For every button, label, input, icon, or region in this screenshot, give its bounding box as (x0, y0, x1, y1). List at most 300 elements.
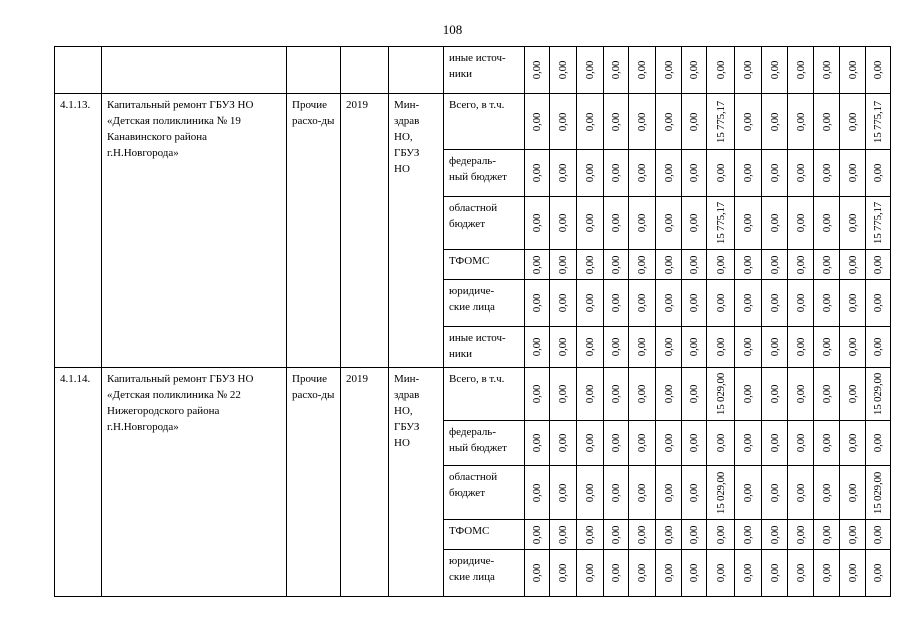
expense-type: Прочие расхо-ды (287, 368, 341, 597)
value-text: 0,00 (820, 213, 833, 233)
value-text: 0,00 (794, 563, 807, 583)
value-text: 0,00 (557, 255, 569, 274)
value-cell (866, 327, 891, 368)
value-cell (604, 466, 629, 520)
value-text: 0,00 (610, 525, 622, 544)
value-cell (788, 327, 814, 368)
value-cell (656, 466, 682, 520)
value-text: 0,00 (872, 337, 884, 357)
value-text: 0,00 (846, 337, 859, 357)
value-cell (707, 47, 735, 94)
value-text: 0,00 (794, 255, 807, 274)
value-cell (629, 520, 656, 550)
value-cell (604, 421, 629, 466)
value-text: 0,00 (584, 255, 596, 274)
value-text: 0,00 (768, 60, 781, 80)
value-cell (814, 47, 840, 94)
value-text: 0,00 (610, 293, 622, 313)
value-text: 0,00 (636, 563, 648, 583)
value-text: 0,00 (794, 213, 807, 233)
value-text: 0,00 (794, 337, 807, 357)
expense-type: Прочие расхо-ды (287, 94, 341, 368)
value-cell (762, 368, 788, 421)
value-text: 0,00 (557, 60, 569, 80)
value-text: 0,00 (794, 483, 807, 502)
value-cell (814, 550, 840, 597)
value-cell (604, 94, 629, 150)
value-text: 0,00 (714, 337, 727, 357)
value-cell (840, 466, 866, 520)
value-text: 0,00 (557, 293, 569, 313)
value-text: 0,00 (688, 293, 700, 313)
value-text: 0,00 (872, 563, 884, 583)
value-cell (604, 520, 629, 550)
value-text: 0,00 (636, 293, 648, 313)
value-text: 0,00 (794, 163, 807, 183)
value-cell (682, 368, 707, 421)
value-text: 0,00 (610, 112, 622, 131)
value-text: 0,00 (557, 384, 569, 404)
value-text: 0,00 (768, 337, 781, 357)
value-text: 0,00 (662, 563, 675, 583)
value-cell (840, 520, 866, 550)
value-text: 0,00 (768, 483, 781, 502)
value-cell (735, 421, 762, 466)
value-cell (682, 327, 707, 368)
value-cell (577, 150, 604, 197)
value-cell (604, 280, 629, 327)
value-text: 0,00 (768, 384, 781, 404)
value-text: 0,00 (531, 293, 543, 313)
funding-source: Всего, в т.ч. (444, 368, 525, 421)
value-text: 0,00 (636, 112, 648, 131)
executor (389, 47, 444, 94)
value-cell (762, 550, 788, 597)
value-cell (762, 94, 788, 150)
value-cell (814, 150, 840, 197)
value-text: 0,00 (531, 213, 543, 233)
value-text: 0,00 (610, 255, 622, 274)
value-text: 0,00 (742, 563, 754, 583)
value-text: 0,00 (846, 112, 859, 131)
value-cell (656, 421, 682, 466)
value-cell (604, 327, 629, 368)
value-cell (762, 327, 788, 368)
value-text: 0,00 (742, 60, 754, 80)
value-text: 0,00 (557, 337, 569, 357)
value-text: 0,00 (636, 433, 648, 453)
value-cell (814, 368, 840, 421)
value-cell (814, 250, 840, 280)
value-cell (707, 466, 735, 520)
funding-source: юридиче- ские лица (444, 550, 525, 597)
value-text: 0,00 (662, 483, 675, 502)
value-cell (707, 550, 735, 597)
value-cell (629, 280, 656, 327)
value-text: 0,00 (742, 213, 754, 233)
value-cell (735, 327, 762, 368)
value-cell (629, 197, 656, 250)
value-cell (550, 520, 577, 550)
funding-source: ТФОМС (444, 520, 525, 550)
value-cell (656, 327, 682, 368)
value-text: 0,00 (531, 163, 543, 183)
value-cell (525, 466, 550, 520)
value-cell (762, 197, 788, 250)
value-cell (550, 327, 577, 368)
value-cell (762, 150, 788, 197)
value-cell (788, 150, 814, 197)
funding-source: иные источ- ники (444, 327, 525, 368)
value-cell (788, 250, 814, 280)
value-cell (788, 94, 814, 150)
value-cell (814, 197, 840, 250)
value-cell (840, 368, 866, 421)
value-cell (577, 280, 604, 327)
value-cell (866, 250, 891, 280)
value-cell (866, 550, 891, 597)
year (341, 47, 389, 94)
value-text: 0,00 (584, 563, 596, 583)
value-cell (814, 466, 840, 520)
value-cell (525, 280, 550, 327)
value-cell (682, 421, 707, 466)
value-cell (866, 47, 891, 94)
value-cell (577, 250, 604, 280)
value-cell (840, 94, 866, 150)
value-text: 15 775,17 (714, 100, 727, 143)
value-text: 0,00 (742, 384, 754, 404)
value-text: 0,00 (688, 337, 700, 357)
value-cell (840, 47, 866, 94)
value-cell (577, 47, 604, 94)
value-text: 0,00 (636, 483, 648, 502)
value-text: 15 029,00 (714, 471, 727, 514)
value-text: 0,00 (610, 163, 622, 183)
value-text: 0,00 (820, 163, 833, 183)
value-text: 0,00 (531, 563, 543, 583)
value-cell (814, 280, 840, 327)
value-cell (656, 197, 682, 250)
value-text: 0,00 (820, 293, 833, 313)
funding-source: ТФОМС (444, 250, 525, 280)
value-cell (629, 47, 656, 94)
funding-source: юридиче- ские лица (444, 280, 525, 327)
value-cell (656, 520, 682, 550)
value-text: 0,00 (557, 525, 569, 544)
value-cell (656, 550, 682, 597)
value-text: 0,00 (820, 384, 833, 404)
value-text: 0,00 (714, 563, 727, 583)
value-cell (577, 466, 604, 520)
value-cell (735, 368, 762, 421)
value-text: 0,00 (742, 483, 754, 502)
value-text: 0,00 (820, 525, 833, 544)
value-text: 0,00 (846, 525, 859, 544)
value-text: 0,00 (688, 60, 700, 80)
value-text: 0,00 (610, 337, 622, 357)
value-text: 0,00 (872, 433, 884, 453)
value-cell (525, 550, 550, 597)
value-cell (707, 150, 735, 197)
value-text: 0,00 (584, 433, 596, 453)
value-text: 0,00 (531, 337, 543, 357)
value-text: 0,00 (872, 525, 884, 544)
value-cell (525, 421, 550, 466)
value-cell (525, 368, 550, 421)
value-text: 0,00 (768, 525, 781, 544)
value-cell (682, 466, 707, 520)
value-cell (550, 466, 577, 520)
value-text: 0,00 (768, 112, 781, 131)
value-text: 0,00 (714, 60, 727, 80)
value-text: 0,00 (610, 213, 622, 233)
value-cell (707, 421, 735, 466)
item-code: 4.1.14. (55, 368, 102, 597)
value-text: 0,00 (820, 337, 833, 357)
value-cell (550, 150, 577, 197)
item-name: Капитальный ремонт ГБУЗ НО «Детская поликлиника № 22 Нижегородского района г.Н.Новгорода» (102, 368, 287, 597)
value-text: 0,00 (714, 255, 727, 274)
value-text: 0,00 (636, 60, 648, 80)
value-text: 0,00 (742, 255, 754, 274)
value-text: 0,00 (584, 112, 596, 131)
value-text: 0,00 (662, 525, 675, 544)
funding-source: иные источ- ники (444, 47, 525, 94)
value-cell (762, 280, 788, 327)
value-cell (525, 47, 550, 94)
value-text: 0,00 (846, 384, 859, 404)
value-text: 0,00 (557, 563, 569, 583)
expense-type (287, 47, 341, 94)
value-cell (629, 327, 656, 368)
value-text: 0,00 (662, 213, 675, 233)
value-text: 0,00 (742, 163, 754, 183)
value-text: 0,00 (636, 255, 648, 274)
value-text: 0,00 (846, 483, 859, 502)
value-cell (682, 197, 707, 250)
value-text: 0,00 (714, 163, 727, 183)
value-cell (788, 520, 814, 550)
value-text: 0,00 (610, 384, 622, 404)
value-cell (866, 197, 891, 250)
value-cell (682, 520, 707, 550)
value-cell (735, 250, 762, 280)
value-text: 0,00 (768, 563, 781, 583)
value-cell (604, 550, 629, 597)
value-text: 0,00 (688, 483, 700, 502)
value-text: 0,00 (557, 163, 569, 183)
value-cell (735, 280, 762, 327)
value-text: 0,00 (872, 60, 884, 80)
value-text: 0,00 (714, 293, 727, 313)
value-text: 0,00 (688, 112, 700, 131)
value-cell (814, 520, 840, 550)
value-cell (577, 550, 604, 597)
value-cell (814, 327, 840, 368)
value-cell (788, 47, 814, 94)
value-text: 0,00 (794, 293, 807, 313)
value-text: 0,00 (584, 213, 596, 233)
value-cell (525, 250, 550, 280)
value-text: 0,00 (794, 433, 807, 453)
value-cell (735, 197, 762, 250)
funding-source: федераль- ный бюджет (444, 421, 525, 466)
value-text: 0,00 (636, 384, 648, 404)
value-text: 0,00 (584, 337, 596, 357)
value-text: 15 029,00 (714, 372, 727, 416)
value-cell (525, 327, 550, 368)
value-cell (866, 280, 891, 327)
executor: Мин-здрав НО, ГБУЗ НО (389, 94, 444, 368)
table-row (55, 94, 891, 150)
value-text: 0,00 (768, 163, 781, 183)
value-text: 0,00 (846, 563, 859, 583)
value-cell (656, 94, 682, 150)
value-text: 0,00 (688, 525, 700, 544)
value-text: 0,00 (531, 60, 543, 80)
value-cell (735, 466, 762, 520)
value-text: 0,00 (688, 433, 700, 453)
value-text: 0,00 (636, 525, 648, 544)
value-text: 0,00 (531, 433, 543, 453)
value-text: 0,00 (557, 213, 569, 233)
value-cell (577, 368, 604, 421)
value-text: 0,00 (794, 525, 807, 544)
budget-table (54, 46, 891, 597)
value-text: 0,00 (794, 112, 807, 131)
value-cell (577, 327, 604, 368)
value-cell (525, 520, 550, 550)
value-text: 0,00 (610, 563, 622, 583)
value-cell (525, 94, 550, 150)
value-cell (840, 197, 866, 250)
value-cell (707, 327, 735, 368)
value-cell (840, 280, 866, 327)
funding-source: областной бюджет (444, 466, 525, 520)
value-cell (814, 421, 840, 466)
table-row (55, 368, 891, 421)
value-cell (762, 421, 788, 466)
value-text: 0,00 (662, 337, 675, 357)
value-cell (577, 197, 604, 250)
value-text: 15 775,17 (714, 201, 727, 245)
value-text: 0,00 (742, 112, 754, 131)
value-cell (629, 421, 656, 466)
value-cell (788, 368, 814, 421)
value-cell (682, 250, 707, 280)
value-cell (604, 150, 629, 197)
value-text: 0,00 (662, 255, 675, 274)
value-cell (629, 150, 656, 197)
value-text: 0,00 (636, 213, 648, 233)
value-text: 0,00 (820, 433, 833, 453)
value-cell (840, 421, 866, 466)
value-text: 0,00 (742, 337, 754, 357)
value-text: 0,00 (610, 433, 622, 453)
value-cell (577, 421, 604, 466)
funding-source: Всего, в т.ч. (444, 94, 525, 150)
value-cell (866, 150, 891, 197)
value-text: 0,00 (820, 112, 833, 131)
value-cell (525, 150, 550, 197)
value-cell (682, 150, 707, 197)
value-cell (604, 368, 629, 421)
value-cell (814, 94, 840, 150)
value-text: 0,00 (584, 525, 596, 544)
value-cell (577, 520, 604, 550)
value-cell (707, 520, 735, 550)
value-text: 0,00 (610, 483, 622, 502)
value-text: 0,00 (846, 163, 859, 183)
value-cell (866, 368, 891, 421)
value-text: 0,00 (846, 433, 859, 453)
value-cell (682, 94, 707, 150)
item-name (102, 47, 287, 94)
value-cell (788, 421, 814, 466)
value-text: 0,00 (714, 525, 727, 544)
value-text: 0,00 (794, 384, 807, 404)
value-text: 0,00 (742, 433, 754, 453)
value-text: 0,00 (742, 293, 754, 313)
value-cell (682, 47, 707, 94)
value-cell (762, 250, 788, 280)
value-text: 0,00 (531, 255, 543, 274)
value-cell (788, 466, 814, 520)
value-text: 15 029,00 (872, 471, 884, 514)
value-text: 0,00 (531, 483, 543, 502)
value-text: 0,00 (610, 60, 622, 80)
value-text: 15 775,17 (872, 201, 884, 245)
value-cell (656, 368, 682, 421)
value-cell (604, 197, 629, 250)
value-cell (577, 94, 604, 150)
value-cell (550, 197, 577, 250)
value-text: 0,00 (872, 293, 884, 313)
value-cell (629, 368, 656, 421)
page-number: 108 (442, 22, 463, 37)
value-text: 0,00 (557, 112, 569, 131)
value-text: 0,00 (742, 525, 754, 544)
value-cell (840, 327, 866, 368)
year: 2019 (341, 94, 389, 368)
value-cell (840, 250, 866, 280)
value-cell (762, 47, 788, 94)
funding-source: областной бюджет (444, 197, 525, 250)
value-cell (550, 94, 577, 150)
value-text: 0,00 (662, 433, 675, 453)
value-text: 0,00 (872, 163, 884, 183)
value-cell (866, 466, 891, 520)
value-text: 0,00 (557, 433, 569, 453)
value-cell (550, 280, 577, 327)
value-text: 0,00 (820, 483, 833, 502)
value-text: 0,00 (662, 112, 675, 131)
value-cell (866, 520, 891, 550)
value-cell (735, 550, 762, 597)
value-text: 0,00 (584, 483, 596, 502)
value-cell (629, 250, 656, 280)
value-cell (762, 520, 788, 550)
value-cell (707, 94, 735, 150)
value-text: 0,00 (846, 293, 859, 313)
value-text: 0,00 (662, 293, 675, 313)
value-text: 0,00 (688, 563, 700, 583)
value-text: 0,00 (584, 60, 596, 80)
value-text: 0,00 (688, 384, 700, 404)
value-cell (707, 368, 735, 421)
value-text: 0,00 (846, 255, 859, 274)
